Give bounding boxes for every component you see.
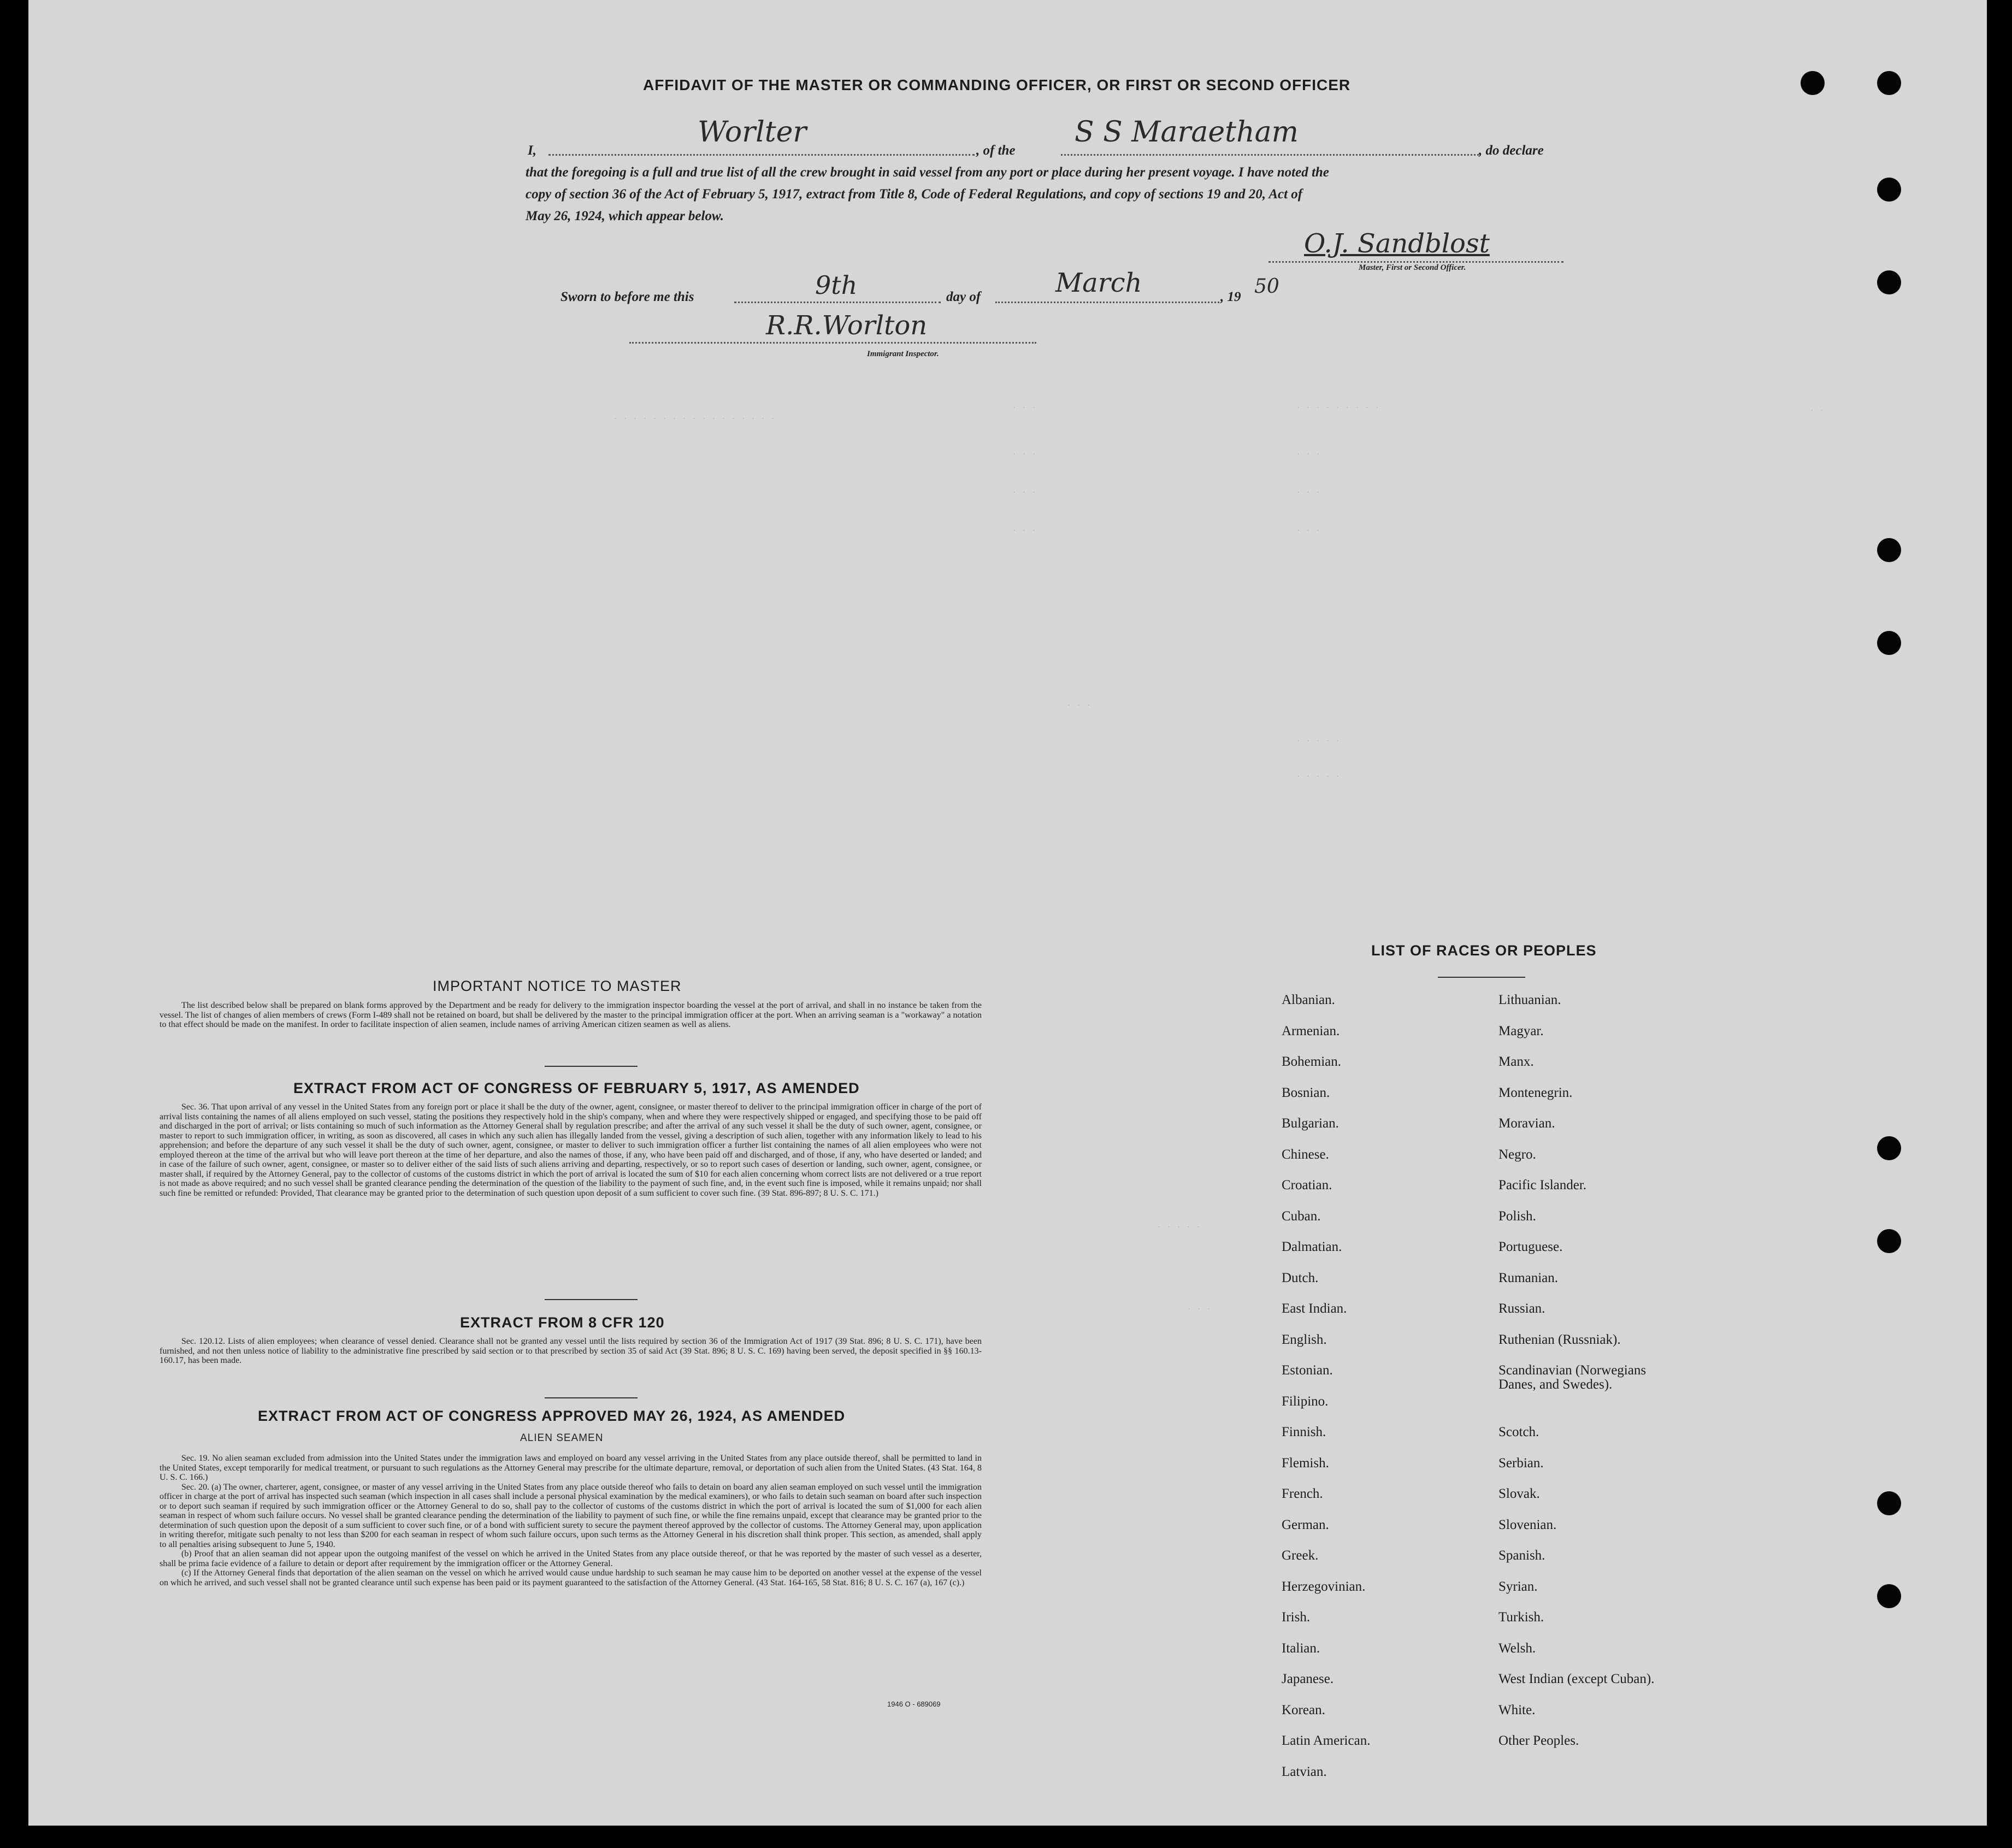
- bleed-through-marks: . . . . . . . . . . . . . . . . .: [613, 412, 776, 422]
- bleed-through-marks: . . .: [1012, 448, 1037, 457]
- extract-1924-paragraph: (c) If the Attorney General finds that deportation of the alien seaman on the vessel on which he arrived would cause undue hardship to such seaman he may cause him to be deported on another vessel at the expense of the vessel on which he arrived, and such vessel shall not be granted clearance until such expense has been paid or its payment guaranteed to the satisfaction of the Attorney General. (43 Stat. 164-165, 58 Stat. 816; 8 U. S. C. 167 (a), 167 (c).): [160, 1568, 982, 1587]
- year-prefix: , 19: [1220, 290, 1241, 304]
- race-item: Irish.: [1282, 1610, 1311, 1625]
- month-handwriting: March: [1055, 268, 1142, 298]
- race-item: Flemish.: [1282, 1455, 1329, 1471]
- extract-1924-paragraph: (b) Proof that an alien seaman did not appear upon the outgoing manifest of the vessel on which he arrived in the United States from any place outside thereof, or that he was reported by the master of such vessel as a deserter, shall be prima facie evidence of a failure to detain or deport after requirement by the immigration officer or the Attorney General.: [160, 1549, 982, 1568]
- race-item: Bulgarian.: [1282, 1116, 1339, 1131]
- race-item: Dalmatian.: [1282, 1239, 1342, 1254]
- bleed-through-marks: . . . . .: [1296, 770, 1341, 780]
- race-item: Polish.: [1498, 1208, 1536, 1224]
- race-item: Latin American.: [1282, 1733, 1371, 1748]
- race-item: Manx.: [1498, 1054, 1534, 1069]
- bleed-through-marks: . . . . .: [1157, 1221, 1201, 1230]
- master-signature: O.J. Sandblost: [1304, 228, 1490, 259]
- sworn-label: Sworn to before me this: [560, 290, 694, 304]
- race-item: German.: [1282, 1517, 1329, 1532]
- extract-cfr-text: [160, 1337, 982, 1366]
- race-item: West Indian (except Cuban).: [1498, 1672, 1655, 1686]
- bleed-through-marks: . . .: [1012, 402, 1037, 411]
- race-item: Syrian.: [1498, 1579, 1538, 1594]
- race-item: Ruthenian (Russniak).: [1498, 1332, 1621, 1347]
- punch-hole: [1877, 178, 1901, 202]
- divider: [1438, 977, 1525, 978]
- bleed-through-marks: . . .: [1187, 1303, 1212, 1312]
- extract-1917-title: EXTRACT FROM ACT OF CONGRESS OF FEBRUARY 5, 1917, AS AMENDED: [293, 1080, 860, 1096]
- extract-1924-title: EXTRACT FROM ACT OF CONGRESS APPROVED MAY 26, 1924, AS AMENDED: [258, 1408, 846, 1424]
- race-item: Scandinavian (Norwegians Danes, and Swedes).: [1498, 1363, 1647, 1392]
- race-item: Slovenian.: [1498, 1517, 1557, 1532]
- punch-hole: [1877, 631, 1901, 655]
- race-item: Estonian.: [1282, 1363, 1333, 1378]
- race-item: Japanese.: [1282, 1672, 1334, 1686]
- race-item: Negro.: [1498, 1147, 1536, 1162]
- inspector-caption: Immigrant Inspector.: [867, 350, 939, 358]
- race-item: French.: [1282, 1486, 1323, 1501]
- race-item: Slovak.: [1498, 1486, 1540, 1501]
- of-the-label: , of the: [976, 143, 1016, 158]
- punch-hole: [1877, 1229, 1901, 1253]
- bleed-through-marks: . . . . . . . . .: [1296, 402, 1380, 411]
- vessel-name-handwriting: S S Maraetham: [1075, 116, 1299, 149]
- extract-1917-paragraph: Sec. 36. That upon arrival of any vessel in the United States from any foreign port or place it shall be the duty of the owner, agent, consignee, or master thereof to deliver to the principal immigration officer in charge of the port of arrival lists containing the names of all aliens employed on such vessel, stating the positions they respectively hold in the ship's company, when and where they were respectively shipped or engaged, and specifying those to be paid off and discharged in the port of arrival; or lists containing so much of such information as the Attorney General shall by regulation prescribe; and after the arrival of any such vessel it shall be the duty of such owner, agent, consignee, or master to report to such immigration officer, in writing, as soon as discovered, all cases in which any such alien has illegally landed from the vessel, giving a description of such alien, together with any information likely to lead to his apprehension; and before the departure of any such vessel it shall be the duty of such owner, agent, consignee, or master to deliver to such immigration officer a further list containing the names of all alien employees who were not employed thereon at the time of the arrival but who will leave port thereon at the time of her departure, and also the names of those, if any, who have been paid off and discharged, and of those, if any, who have deserted or landed; and in case of the failure of such owner, agent, consignee, or master so to deliver either of the said lists of such aliens arriving and departing, respectively, or so to report such cases of desertion or landing, such owner, agent, consignee, or master shall, if required by the Attorney General, pay to the collector of customs of the customs district in which the port of arrival is located the sum of $10 for each alien concerning whom correct lists are not delivered or a true report is not made as above required; and no such vessel shall be granted clearance pending the determination of the question of the liability to the payment of such fine, and, in the event such fine is imposed, while it remains unpaid; nor shall such fine be remitted or refunded: Provided, That clearance may be granted prior to the determination of such question upon deposit of a sum sufficient to cover such fine. (39 Stat. 896-897; 8 U. S. C. 171.): [160, 1102, 982, 1198]
- extract-cfr-title: EXTRACT FROM 8 CFR 120: [460, 1314, 665, 1331]
- inspector-signature: R.R.Worlton: [766, 310, 928, 341]
- master-name-handwriting: Worlter: [698, 116, 807, 149]
- race-item: Dutch.: [1282, 1270, 1319, 1285]
- notice-text: [160, 1001, 982, 1030]
- divider: [545, 1066, 638, 1067]
- bleed-through-marks: . . .: [1296, 448, 1321, 457]
- do-declare-label: , do declare: [1479, 143, 1544, 158]
- extract-1924-paragraph: Sec. 19. No alien seaman excluded from admission into the United States under the immigration laws and employed on board any vessel arriving in the United States from any place outside thereof, shall be permitted to land in the United States, except temporarily for medical treatment, or pursuant to such regulations as the Attorney General may prescribe for the ultimate departure, removal, or deportation of such alien from the United States. (43 Stat. 164, 8 U. S. C. 166.): [160, 1454, 982, 1482]
- race-item: Pacific Islander.: [1498, 1178, 1587, 1192]
- alien-seamen-subtitle: ALIEN SEAMEN: [520, 1432, 604, 1444]
- race-item: Montenegrin.: [1498, 1085, 1573, 1100]
- bleed-through-marks: . . .: [1296, 524, 1321, 534]
- bleed-through-marks: . . .: [1012, 524, 1037, 534]
- race-item: Rumanian.: [1498, 1270, 1559, 1285]
- day-of-label: day of: [946, 290, 981, 304]
- punch-hole: [1877, 1584, 1901, 1608]
- race-item: Russian.: [1498, 1301, 1545, 1316]
- race-item: Scotch.: [1498, 1425, 1539, 1439]
- race-item: Filipino.: [1282, 1394, 1329, 1409]
- punch-hole: [1877, 538, 1901, 562]
- race-item: Spanish.: [1498, 1548, 1545, 1563]
- punch-hole: [1877, 270, 1901, 294]
- punch-hole: [1801, 71, 1825, 95]
- race-item: Portuguese.: [1498, 1239, 1563, 1254]
- master-caption: Master, First or Second Officer.: [1359, 263, 1466, 272]
- race-item: Herzegovinian.: [1282, 1579, 1366, 1594]
- race-item: Greek.: [1282, 1548, 1319, 1563]
- race-item: Other Peoples.: [1498, 1733, 1579, 1748]
- race-item: Armenian.: [1282, 1023, 1340, 1038]
- race-item: Cuban.: [1282, 1208, 1321, 1224]
- race-item: Korean.: [1282, 1702, 1325, 1717]
- race-item: Bohemian.: [1282, 1054, 1342, 1069]
- extract-1924-text: [160, 1454, 982, 1587]
- race-item: Latvian.: [1282, 1764, 1327, 1779]
- race-item: English.: [1282, 1332, 1327, 1347]
- extract-cfr-paragraph: Sec. 120.12. Lists of alien employees; when clearance of vessel denied. Clearance shall not be granted any vessel until the lists required by section 36 of the Immigration Act of 1917 (39 Stat. 896; 8 U. S. C. 171), have been furnished, and not then unless notice of liability to the administrative fine prescribed by said section or to that prescribed by section 35 of said Act (39 Stat. 896; 8 U. S. C. 169) having been served, the deposit specified in §§ 160.13-160.17, has been made.: [160, 1337, 982, 1365]
- affidavit-body-line: copy of section 36 of the Act of February 5, 1917, extract from Title 8, Code of Federal Regulations, and copy of sections 19 and 20, Act of: [526, 187, 1303, 202]
- name-blank: [548, 154, 975, 156]
- notice-title: IMPORTANT NOTICE TO MASTER: [433, 978, 682, 994]
- inspector-signature-line: [629, 342, 1036, 344]
- bleed-through-marks: . . . . .: [1296, 735, 1341, 744]
- race-item: Serbian.: [1498, 1455, 1544, 1471]
- bleed-through-marks: . . .: [1012, 486, 1037, 495]
- master-signature-line: [1268, 261, 1563, 263]
- race-item: Moravian.: [1498, 1116, 1555, 1131]
- document-page: [28, 0, 1987, 1826]
- day-handwriting: 9th: [815, 270, 858, 300]
- bleed-through-marks: . .: [1809, 404, 1825, 414]
- day-blank: [734, 302, 941, 303]
- month-blank: [995, 302, 1219, 303]
- extract-1924-paragraph: Sec. 20. (a) The owner, charterer, agent, consignee, or master of any vessel arriving in the United States from any place outside thereof who fails to detain on board any alien seaman employed on such vessel until the immigration officer in charge at the port of arrival has inspected such seaman (which inspection in all cases shall include a personal physical examination by the medical examiners), or who fails to detain such seaman on board after such inspection or to deport such seaman if required by such immigration officer or the Attorney General to do so, shall pay to the collector of customs of the customs district in which the port of arrival is located the sum of $1,000 for each alien seaman in respect of whom such failure occurs. No vessel shall be granted clearance pending the determination of the liability to payment of such fine, or while the fine remains unpaid, except that clearance may be granted prior to the determination of such question upon the deposit of a sum sufficient to cover such fine, or of a bond with sufficient surety to secure the payment thereof approved by the collector of customs. The Attorney General may, upon application in writing therefor, mitigate such penalty to not less than $200 for each seaman in respect of whom such failure occurs, upon such terms as the Attorney General in his discretion shall think proper. This section, as amended, shall apply to all penalties arising subsequent to June 5, 1940.: [160, 1482, 982, 1549]
- bleed-through-marks: . . .: [1296, 486, 1321, 495]
- notice-paragraph: The list described below shall be prepared on blank forms approved by the Department and be ready for delivery to the immigration inspector boarding the vessel at the port of arrival, and shall in no instance be taken from the vessel. The list of changes of alien members of crews (Form I-489 shall not be retained on board, but shall be delivered by the master to the principal immigration officer at the port. When an arriving seaman is a "workaway" a notation to that effect should be made on the manifest. In order to facilitate inspection of alien seamen, include names of arriving American citizen seamen as well as aliens.: [160, 1001, 982, 1029]
- affidavit-body-line: that the foregoing is a full and true list of all the crew brought in said vessel from any port or place during her present voyage. I have noted the: [526, 165, 1329, 180]
- race-item: Turkish.: [1498, 1610, 1544, 1625]
- affidavit-title: AFFIDAVIT OF THE MASTER OR COMMANDING OFFICER, OR FIRST OR SECOND OFFICER: [643, 76, 1351, 93]
- year-handwriting: 50: [1254, 275, 1279, 298]
- race-item: Bosnian.: [1282, 1085, 1330, 1100]
- race-item: Italian.: [1282, 1640, 1320, 1656]
- race-item: Albanian.: [1282, 993, 1335, 1007]
- punch-hole: [1877, 1136, 1901, 1160]
- affidavit-body-line: May 26, 1924, which appear below.: [526, 209, 724, 223]
- races-title: LIST OF RACES OR PEOPLES: [1371, 942, 1597, 959]
- race-item: Welsh.: [1498, 1640, 1536, 1656]
- extract-1917-text: [160, 1102, 982, 1198]
- vessel-blank: [1061, 154, 1479, 156]
- i-label: I,: [528, 143, 536, 158]
- print-code: 1946 O - 689069: [887, 1700, 941, 1708]
- divider: [545, 1299, 638, 1300]
- race-item: Croatian.: [1282, 1178, 1332, 1192]
- punch-hole: [1877, 71, 1901, 95]
- bleed-through-marks: . . .: [1066, 699, 1091, 709]
- race-item: East Indian.: [1282, 1301, 1347, 1316]
- race-item: Chinese.: [1282, 1147, 1329, 1162]
- race-item: Finnish.: [1282, 1425, 1326, 1439]
- punch-hole: [1877, 1491, 1901, 1515]
- divider: [545, 1397, 638, 1398]
- race-item: Lithuanian.: [1498, 993, 1561, 1007]
- race-item: Magyar.: [1498, 1023, 1544, 1038]
- race-item: White.: [1498, 1702, 1536, 1717]
